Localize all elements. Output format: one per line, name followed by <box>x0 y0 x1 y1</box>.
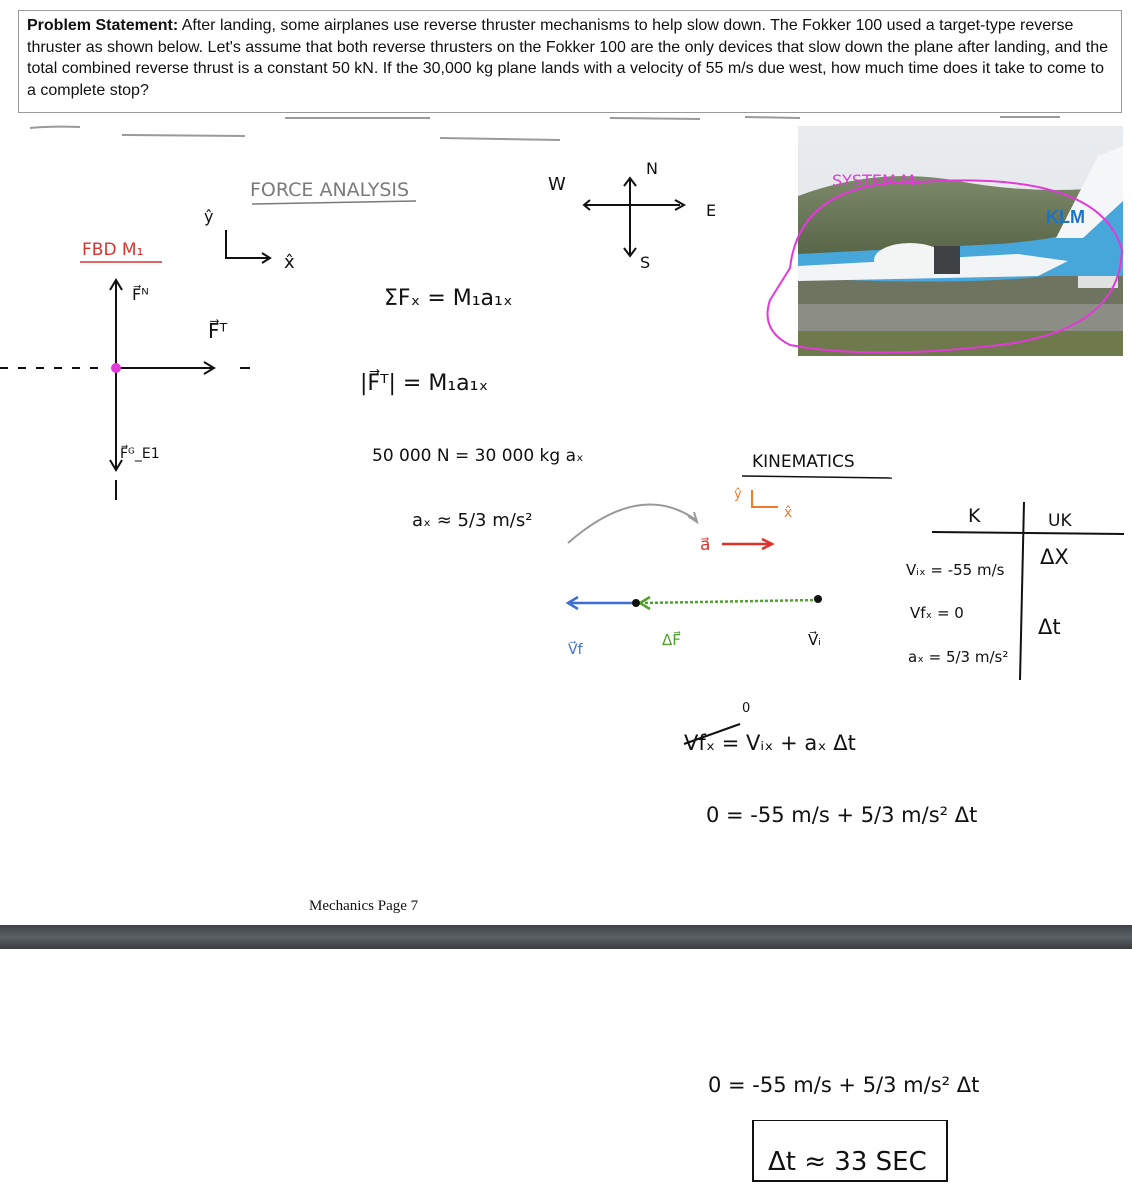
kin-axis-y-label: ŷ <box>734 487 742 502</box>
known-unknown-table <box>906 502 1124 680</box>
force-normal-label: F⃗ᴺ <box>132 285 149 304</box>
equation-acceleration: aₓ ≈ 5/3 m/s² <box>412 510 533 531</box>
underline-scribbles <box>30 117 1060 140</box>
kin-axis-x-label: x̂ <box>784 505 793 521</box>
initial-velocity-label: V⃗ᵢ <box>808 631 821 649</box>
equation-values: 50 000 N = 30 000 kg aₓ <box>372 446 584 466</box>
unknown-header: UK <box>1048 511 1072 531</box>
compass-east: E <box>706 201 717 220</box>
final-velocity-zero: 0 <box>742 701 751 716</box>
acceleration-vector-label: a⃗ <box>700 535 711 555</box>
fbd-label: FBD M₁ <box>82 240 144 260</box>
kinematic-substitution: 0 = -55 m/s + 5/3 m/s² Δt <box>706 803 978 827</box>
compass-north: N <box>646 159 658 178</box>
kinematic-equation: Vfₓ = Vᵢₓ + aₓ Δt <box>684 731 856 755</box>
axis-y-label: ŷ <box>204 207 214 226</box>
compass <box>548 159 716 272</box>
curved-arrow <box>568 504 696 543</box>
answer-box <box>752 1120 948 1182</box>
system-label: SYSTEM M₁ <box>832 171 922 190</box>
page-divider <box>0 925 1132 949</box>
equation-thrust: |F⃗ᵀ| = M₁a₁ₓ <box>360 371 489 396</box>
known-header: K <box>968 505 981 527</box>
compass-south: S <box>640 253 651 272</box>
equation-sum-forces: ΣFₓ = M₁a₁ₓ <box>384 286 513 311</box>
page-label: Mechanics Page 7 <box>309 898 419 914</box>
answer-text: Δt ≈ 33 SEC <box>768 1147 927 1177</box>
kinematic-substitution-repeat: 0 = -55 m/s + 5/3 m/s² Δt <box>708 1073 980 1097</box>
force-analysis-title: FORCE ANALYSIS <box>250 179 410 201</box>
known-item-0: Vᵢₓ = -55 m/s <box>906 561 1005 579</box>
fbd-origin-point <box>111 363 121 373</box>
unknown-item-0: ΔX <box>1040 545 1069 569</box>
problem-label: Problem Statement: <box>27 17 179 34</box>
unknown-item-1: Δt <box>1038 615 1061 639</box>
displacement-vector <box>640 600 818 603</box>
klm-logo: KLM <box>1046 207 1085 227</box>
displacement-label: ΔF⃗ <box>662 631 681 649</box>
free-body-diagram <box>0 280 250 500</box>
force-thrust-label: F⃗ᵀ <box>208 319 228 343</box>
system-boundary <box>768 180 1123 352</box>
compass-west: W <box>548 174 566 195</box>
force-gravity-label: F⃗ᴳ_E1 <box>120 446 160 462</box>
problem-text: After landing, some airplanes use reverse thruster mechanisms to help slow down. The Fokker 100 used a target-type reverse thruster as shown below. Let's assume that both reverse thrusters on the Fokker 100 are the only devices that slow down the plane after landing, and the total combined reverse thrust is a constant 50 kN. If the 30,000 kg plane lands with a velocity of 55 m/s due west, how much time does it take to come to a complete stop? <box>27 17 1109 99</box>
final-velocity-label: V⃗f <box>568 642 583 658</box>
known-item-1: Vfₓ = 0 <box>910 604 964 622</box>
kinematics-title: KINEMATICS <box>752 452 855 472</box>
known-item-2: aₓ = 5/3 m/s² <box>908 648 1009 666</box>
axis-x-label: x̂ <box>284 252 295 273</box>
